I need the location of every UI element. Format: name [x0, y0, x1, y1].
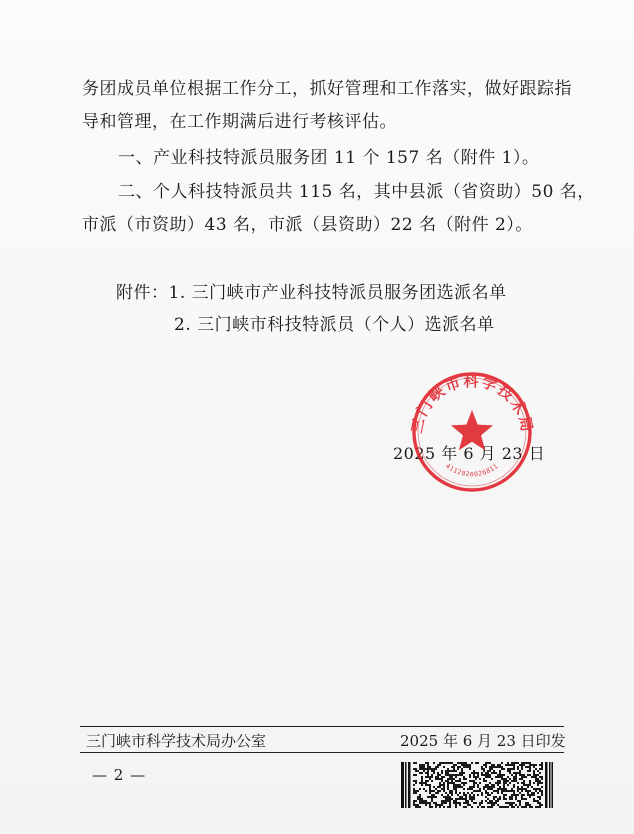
- body-line-1: 务团成员单位根据工作分工，抓好管理和工作落实，做好跟踪指: [82, 79, 572, 99]
- page-number: — 2 —: [92, 766, 147, 784]
- body-line-2: 导和管理，在工作期满后进行考核评估。: [82, 112, 397, 132]
- svg-text:4112020026811: [444, 462, 500, 478]
- body-line-3: 一、产业科技特派员服务团 11 个 157 名（附件 1）。: [118, 148, 540, 168]
- attachment-item-2: 2. 三门峡市科技特派员（个人）选派名单: [174, 315, 495, 335]
- attachment-item-1: 附件：1. 三门峡市产业科技特派员服务团选派名单: [116, 283, 507, 303]
- footer-bottom-rule: [80, 752, 564, 753]
- body-line-5: 市派（市资助）43 名，市派（县资助）22 名（附件 2）。: [82, 215, 533, 235]
- footer-issuing-office: 三门峡市科学技术局办公室: [86, 732, 267, 750]
- seal-star-icon: [451, 410, 493, 450]
- seal-code: 4112020026811: [444, 462, 500, 479]
- barcode-icon: [401, 762, 553, 808]
- seal-text: 三门峡市科学技术局: [407, 371, 537, 435]
- signature-date: 2025 年 6 月 23 日: [393, 444, 546, 463]
- footer-issue-date: 2025 年 6 月 23 日印发: [400, 732, 566, 750]
- body-line-4: 二、个人科技特派员共 115 名，其中县派（省资助）50 名，: [118, 182, 595, 202]
- footer-top-rule: [80, 726, 564, 727]
- official-seal-icon: [402, 370, 540, 494]
